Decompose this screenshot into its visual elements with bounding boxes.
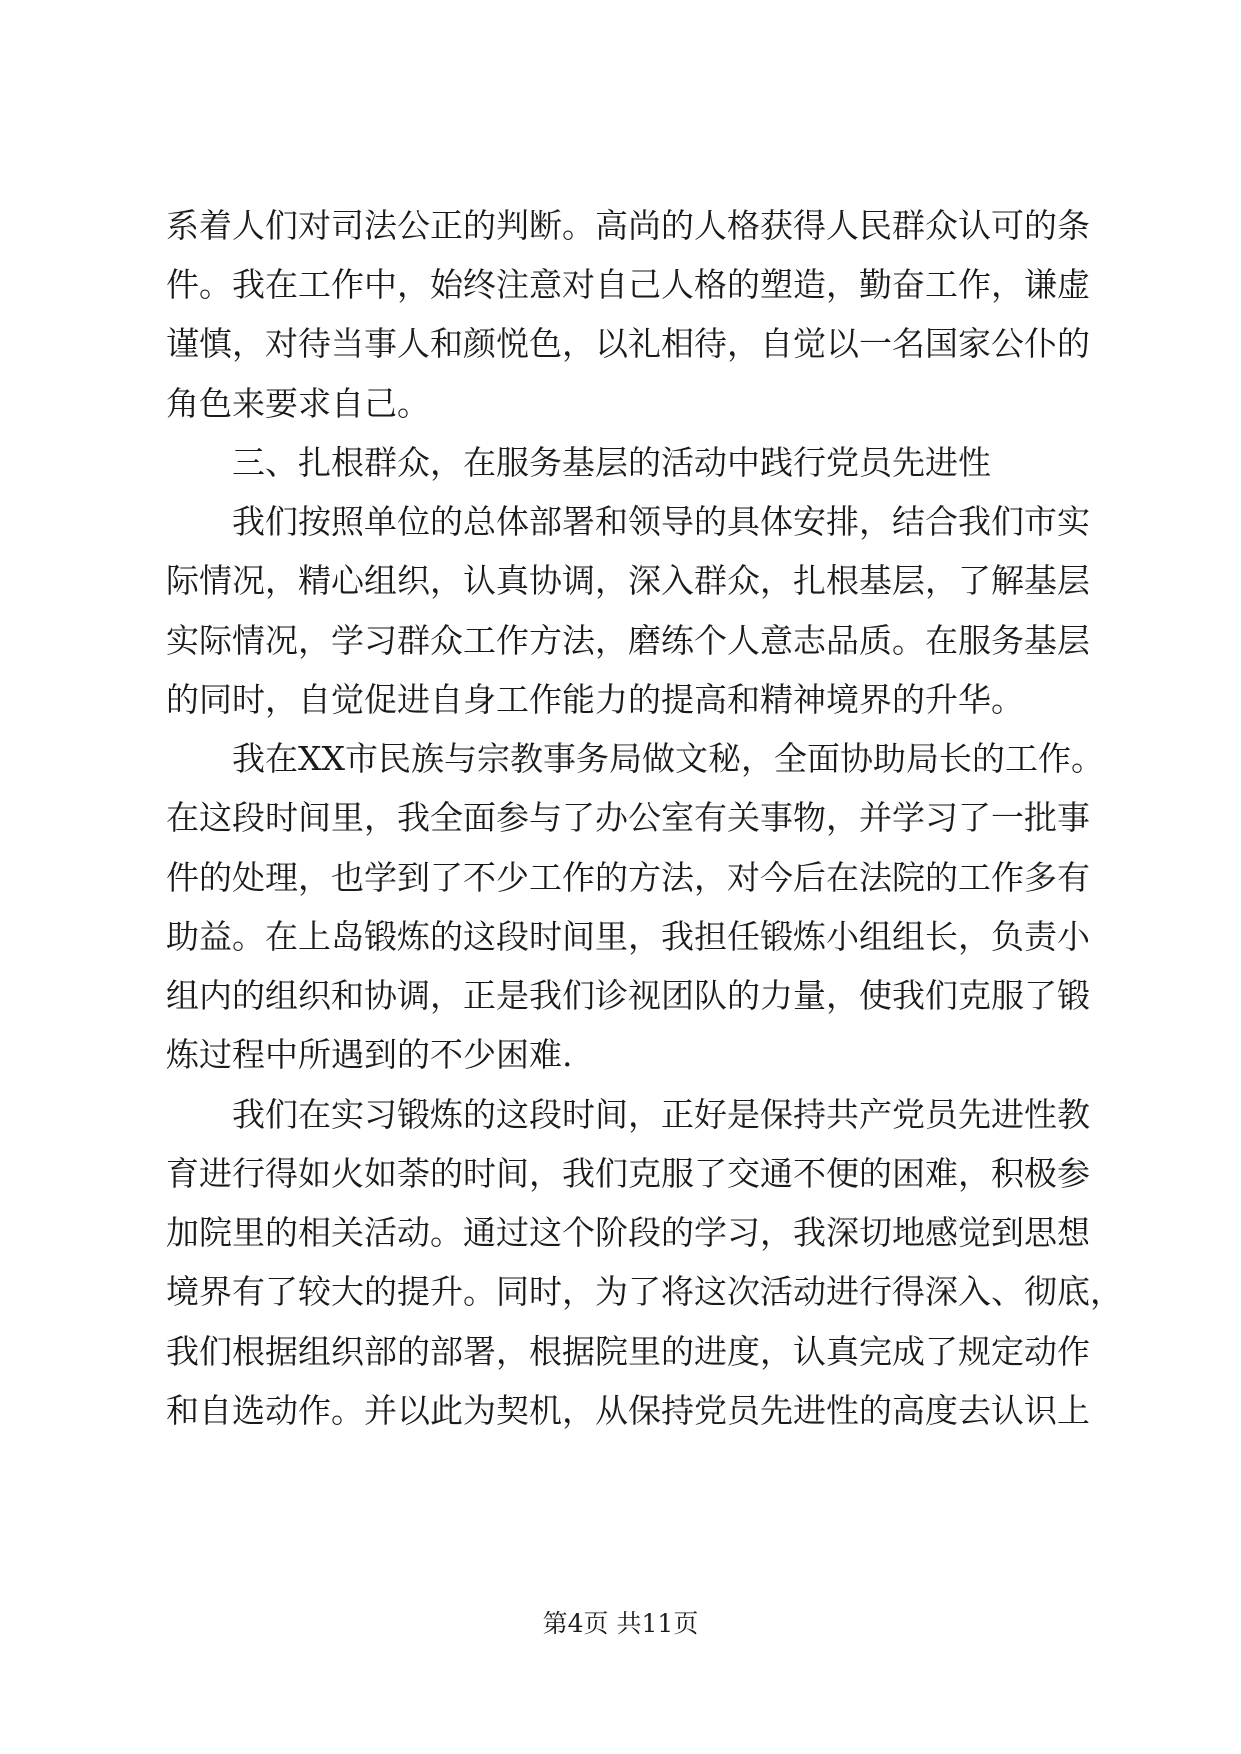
body-line: 件。我在工作中，始终注意对自己人格的塑造，勤奋工作，谦虚 — [166, 265, 1090, 304]
body-line: 系着人们对司法公正的判断。高尚的人格获得人民群众认可的条 — [166, 206, 1090, 245]
body-line: 我们在实习锻炼的这段时间，正好是保持共产党员先进性教 — [232, 1095, 1090, 1134]
body-line: 际情况，精心组织，认真协调，深入群众，扎根基层，了解基层 — [166, 561, 1090, 600]
body-line: 的同时，自觉促进自身工作能力的提高和精神境界的升华。 — [166, 680, 1024, 719]
body-line: 育进行得如火如荼的时间，我们克服了交通不便的困难，积极参 — [166, 1154, 1090, 1193]
section-heading: 三、扎根群众，在服务基层的活动中践行党员先进性 — [232, 443, 991, 482]
body-line: 和自选动作。并以此为契机，从保持党员先进性的高度去认识上 — [166, 1391, 1090, 1430]
body-line: 在这段时间里，我全面参与了办公室有关事物，并学习了一批事 — [166, 798, 1090, 837]
body-line: 件的处理，也学到了不少工作的方法，对今后在法院的工作多有 — [166, 858, 1090, 897]
body-line: 我在XX市民族与宗教事务局做文秘，全面协助局长的工作。 — [232, 739, 1104, 778]
body-line: 炼过程中所遇到的不少困难. — [166, 1035, 573, 1074]
body-line: 境界有了较大的提升。同时，为了将这次活动进行得深入、彻底， — [166, 1272, 1123, 1311]
body-line: 助益。在上岛锻炼的这段时间里，我担任锻炼小组组长，负责小 — [166, 917, 1090, 956]
body-line: 角色来要求自己。 — [166, 384, 430, 423]
body-line: 实际情况，学习群众工作方法，磨练个人意志品质。在服务基层 — [166, 621, 1090, 660]
body-line: 加院里的相关活动。通过这个阶段的学习，我深切地感觉到思想 — [166, 1213, 1090, 1252]
body-line: 组内的组织和协调，正是我们诊视团队的力量，使我们克服了锻 — [166, 976, 1090, 1015]
body-line: 我们按照单位的总体部署和领导的具体安排，结合我们市实 — [232, 502, 1090, 541]
page-number-footer: 第4页 共11页 — [542, 1609, 699, 1638]
body-line: 我们根据组织部的部署，根据院里的进度，认真完成了规定动作 — [166, 1332, 1090, 1371]
body-line: 谨慎，对待当事人和颜悦色，以礼相待，自觉以一名国家公仆的 — [166, 324, 1090, 363]
